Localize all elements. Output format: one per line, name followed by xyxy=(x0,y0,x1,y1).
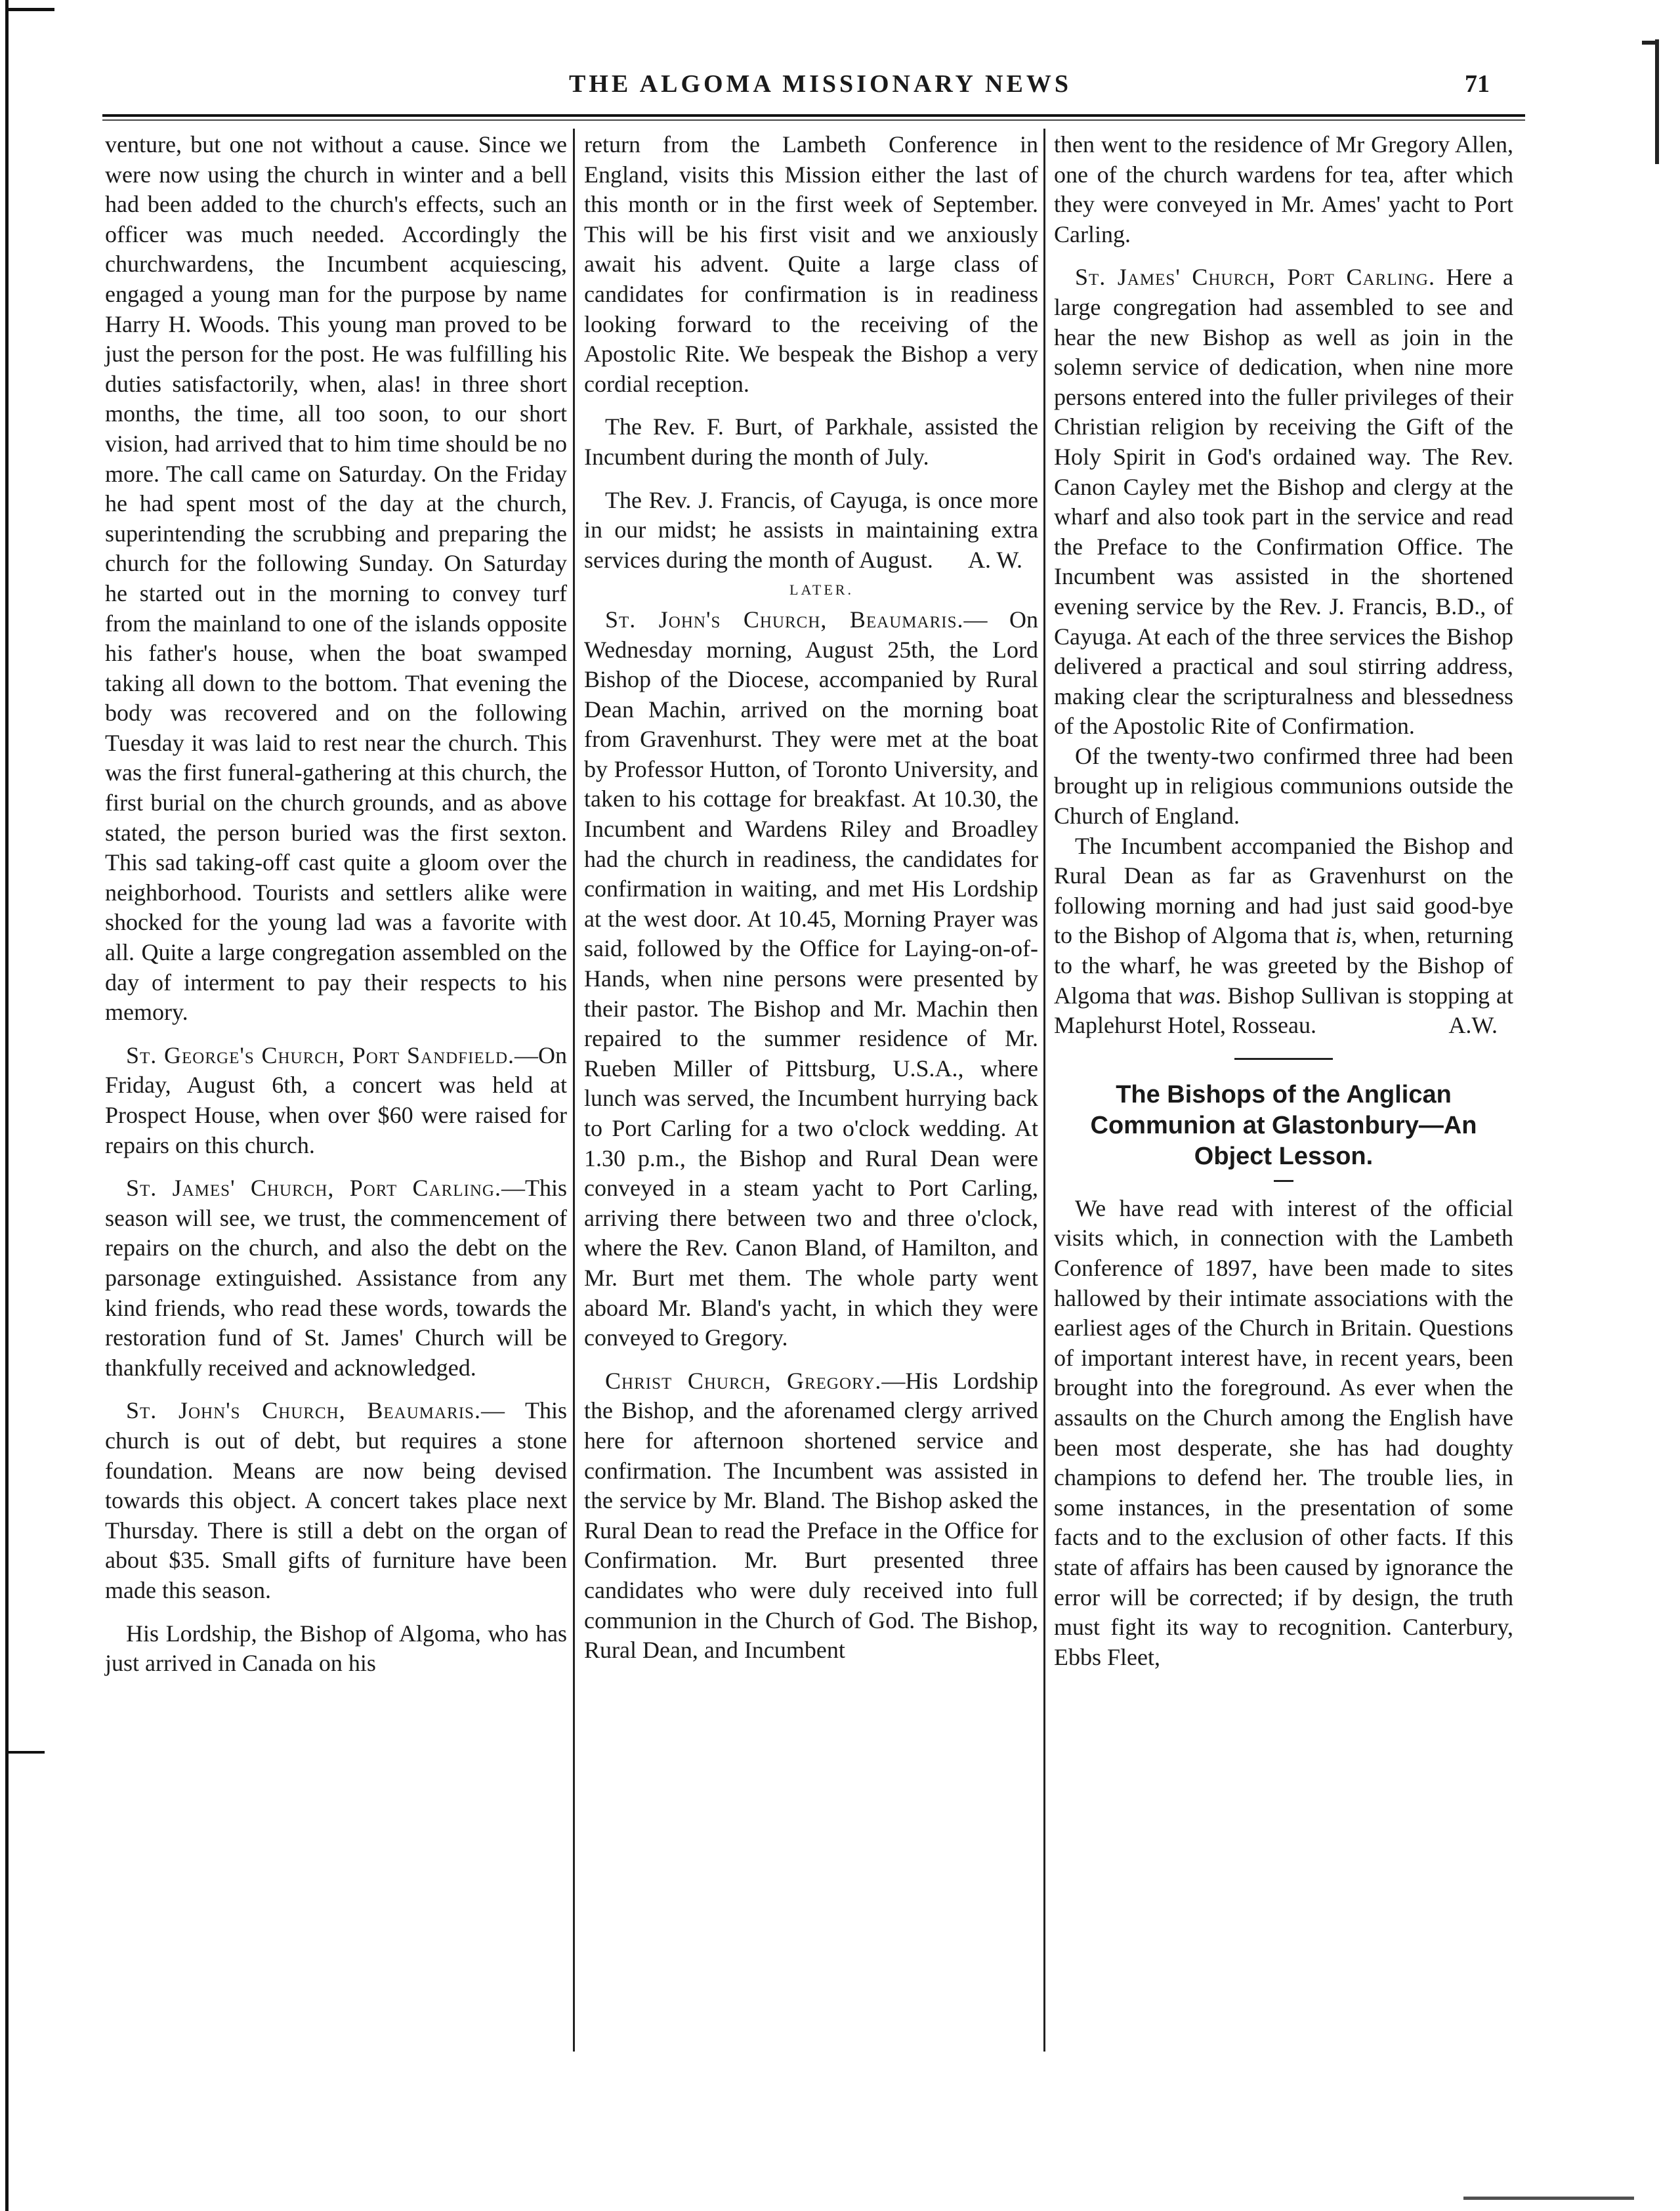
paragraph xyxy=(1054,832,1513,1041)
scan-corner-mark xyxy=(5,8,54,11)
signature-initials: A. W. xyxy=(967,546,1022,573)
title-dash xyxy=(1274,1180,1293,1182)
paragraph: Of the twenty-two confirmed three had been brought up in religious communions outside the Church of England. xyxy=(1054,742,1513,830)
paragraph-text: . Bishop Sullivan is stopping at Maplehurst Hotel, Rosseau. xyxy=(1054,982,1513,1039)
paragraph: then went to the residence of Mr Gregory Allen, one of the church wardens for tea, after which they were conveyed in Mr. Ames' yacht to Port Carling. xyxy=(1054,131,1513,247)
running-head: THE ALGOMA MISSIONARY NEWS xyxy=(569,70,1072,98)
paragraph xyxy=(105,1173,567,1383)
signature-initials: A.W. xyxy=(1448,1012,1498,1039)
paragraph: venture, but one not without a cause. Since we were now using the church in winter and a bell had been added to the church's effects, such an officer was much needed. Accordingly the churchwardens, the Incumbent acquiescing, engaged a young man for the purpose by name Harry H. Woods. This young man proved to be just the person for the post. He was fulfilling his duties satisfactorily, when, alas! in three short months, the time, all too soon, to our short vision, had arrived that to him time should be no more. The call came on Saturday. On the Friday he had spent most of the day at the church, superintending the scrubbing and preparing the church for the following Sunday. On Saturday he started out in the morning to convey turf from the mainland to one of the islands opposite his father's house, when the boat swamped taking all down to the bottom. That evening the body was recovered and on the following Tuesday it was laid to rest near the church. This was the first funeral-gathering at this church, the first burial on the church grounds, and as above stated, the person buried was the first sexton. This sad taking-off cast quite a gloom over the neighborhood. Tourists and settlers alike were shocked for the young lad was a favorite with all. Quite a large congregation assembled on the day of interment to pay their respects to his memory. xyxy=(105,131,567,1026)
italic-word: is xyxy=(1335,922,1352,949)
paragraph: We have read with interest of the official visits which, in connection with the Lambeth Conference of 1897, have been made to sites hallowed by their intimate associations with the earliest ages of the Church in Britain. Questions of important interest have, in recent years, been brought into the foreground. As ever when the assaults on the Church among the English have been most desperate, she has had doughty champions to defend her. The trouble lies, in some instances, in the presentation of some facts and to the exclusion of other facts. If this state of affairs has been caused by ignorance the error will be corrected; if by design, the truth must fight its way to recognition. Canterbury, Ebbs Fleet, xyxy=(1054,1194,1513,1670)
paragraph-text: —This season will see, we trust, the commencement of repairs on the church, and also the debt on the parsonage extinguished. Assistance from any kind friends, who read these words, towards the restoration fund of St. James' Church will be thankfully received and acknowledged. xyxy=(105,1175,567,1381)
scan-edge-right-mark xyxy=(1655,39,1659,164)
italic-word: was xyxy=(1178,982,1215,1009)
section-heading: Christ Church, Gregory. xyxy=(605,1367,882,1394)
column-2 xyxy=(584,130,1038,1666)
paragraph-text: The Incumbent accompanied the Bishop and Rural Dean as far as Gravenhurst on the following morning and had just said good-bye to the Bishop of Algoma that xyxy=(1054,832,1513,949)
column-rule-2 xyxy=(1043,129,1045,2052)
paragraph xyxy=(584,1366,1038,1666)
column-3 xyxy=(1054,130,1513,1672)
scan-margin-mark xyxy=(7,1751,45,1754)
section-heading: St. John's Church, Beaumaris. xyxy=(126,1397,481,1424)
section-heading: St. George's Church, Port Sandfield. xyxy=(126,1042,514,1068)
paragraph xyxy=(584,605,1038,1353)
paragraph xyxy=(105,1041,567,1160)
page-number: 71 xyxy=(1465,70,1490,98)
paragraph xyxy=(105,1396,567,1605)
paragraph: His Lordship, the Bishop of Algoma, who has just arrived in Canada on his xyxy=(105,1620,567,1677)
section-heading: St. James' Church, Port Carling. xyxy=(126,1175,501,1202)
paragraph xyxy=(584,486,1038,576)
header-rule xyxy=(102,114,1525,117)
paragraph-text: Here a large congregation had assembled to see and hear the new Bishop as well as join in the solemn service of dedication, when nine more persons entered into the fuller privileges of their Christian religion by receiving the Gift of the Holy Spirit in God's ordained way. The Rev. Canon Cayley met the Bishop and clergy at the wharf and also took part in the service and read the Preface to the Confirmation Office. The Incumbent was assisted in the shortened evening service by the Rev. J. Francis, B.D., of Cayuga. At each of the three services the Bishop delivered a practical and soul stirring address, making clear the scripturalness and blessedness of the Apostolic Rite of Confirmation. xyxy=(1054,264,1514,740)
paragraph xyxy=(1054,263,1513,742)
paragraph-text: —His Lordship the Bishop, and the aforenamed clergy arrived here for afternoon shortened service and confirmation. The Incumbent was assisted in the service by Mr. Bland. The Bishop asked the Rural Dean to read the Preface in the Office for Confirmation. Mr. Burt presented three candidates who were duly received into full communion in the Church of God. The Bishop, Rural Dean, and Incumbent xyxy=(584,1367,1038,1664)
later-heading: LATER. xyxy=(789,581,854,599)
paragraph-text: — This church is out of debt, but requires a stone foundation. Means are now being devised towards this object. A concert takes place next Thursday. There is still a debt on the organ of about $35. Small gifts of furniture have been made this season. xyxy=(105,1397,567,1603)
scan-bottom-smudge xyxy=(1463,2197,1634,2200)
article-title: The Bishops of the Anglican Communion at Glastonbury—An Object Lesson. xyxy=(1090,1080,1477,1170)
section-divider xyxy=(1234,1058,1333,1060)
section-heading: St. James' Church, Port Carling. xyxy=(1075,264,1435,291)
paragraph: return from the Lambeth Conference in England, visits this Mission either the last of this month or in the first week of September. This will be his first visit and we anxiously await his advent. Quite a large class of candidates for confirmation is in readiness looking forward to the receiving of the Apostolic Rite. We bespeak the Bishop a very cordial reception. xyxy=(584,131,1038,397)
paragraph: The Rev. F. Burt, of Parkhale, assisted the Incumbent during the month of July. xyxy=(584,413,1038,470)
section-heading: St. John's Church, Beaumaris. xyxy=(605,606,964,633)
column-rule-1 xyxy=(573,129,575,2052)
scan-edge-right-top-mark xyxy=(1642,41,1659,45)
column-1 xyxy=(105,130,567,1679)
paragraph-text: —On Friday, August 6th, a concert was held at Prospect House, when over $60 were raised for repairs on this church. xyxy=(105,1042,567,1158)
paragraph-text: , when, returning to the wharf, he was greeted by the Bishop of Algoma that xyxy=(1054,922,1513,1009)
scan-edge-left xyxy=(5,0,9,2211)
paragraph-text: — On Wednesday morning, August 25th, the Lord Bishop of the Diocese, accompanied by Rural Dean Machin, arrived on the morning boat from Gravenhurst. They were met at the boat by Professor Hutton, of Toronto University, and taken to his cottage for breakfast. At 10.30, the Incumbent and Wardens Riley and Broadley had the church in readiness, the candidates for confirmation in waiting, and met His Lordship at the west door. At 10.45, Morning Prayer was said, followed by the Office for Laying-on-of-Hands, when nine persons were presented by their pastor. The Bishop and Mr. Machin then repaired to the summer residence of Mr. Rueben Miller of Pittsburg, U.S.A., where lunch was served, the Incumbent hurrying back to Port Carling for a two o'clock wedding. At 1.30 p.m., the Bishop and Rural Dean were conveyed in a steam yacht to Port Carling, arriving there between two and three o'clock, where the Rev. Canon Bland, of Hamilton, and Mr. Burt met them. The whole party went aboard Mr. Bland's yacht, in which they were conveyed to Gregory. xyxy=(584,606,1038,1351)
header-rule-thin xyxy=(102,119,1525,121)
paragraph-text: The Rev. J. Francis, of Cayuga, is once more in our midst; he assists in maintaining extra services during the month of August. xyxy=(584,486,1038,573)
